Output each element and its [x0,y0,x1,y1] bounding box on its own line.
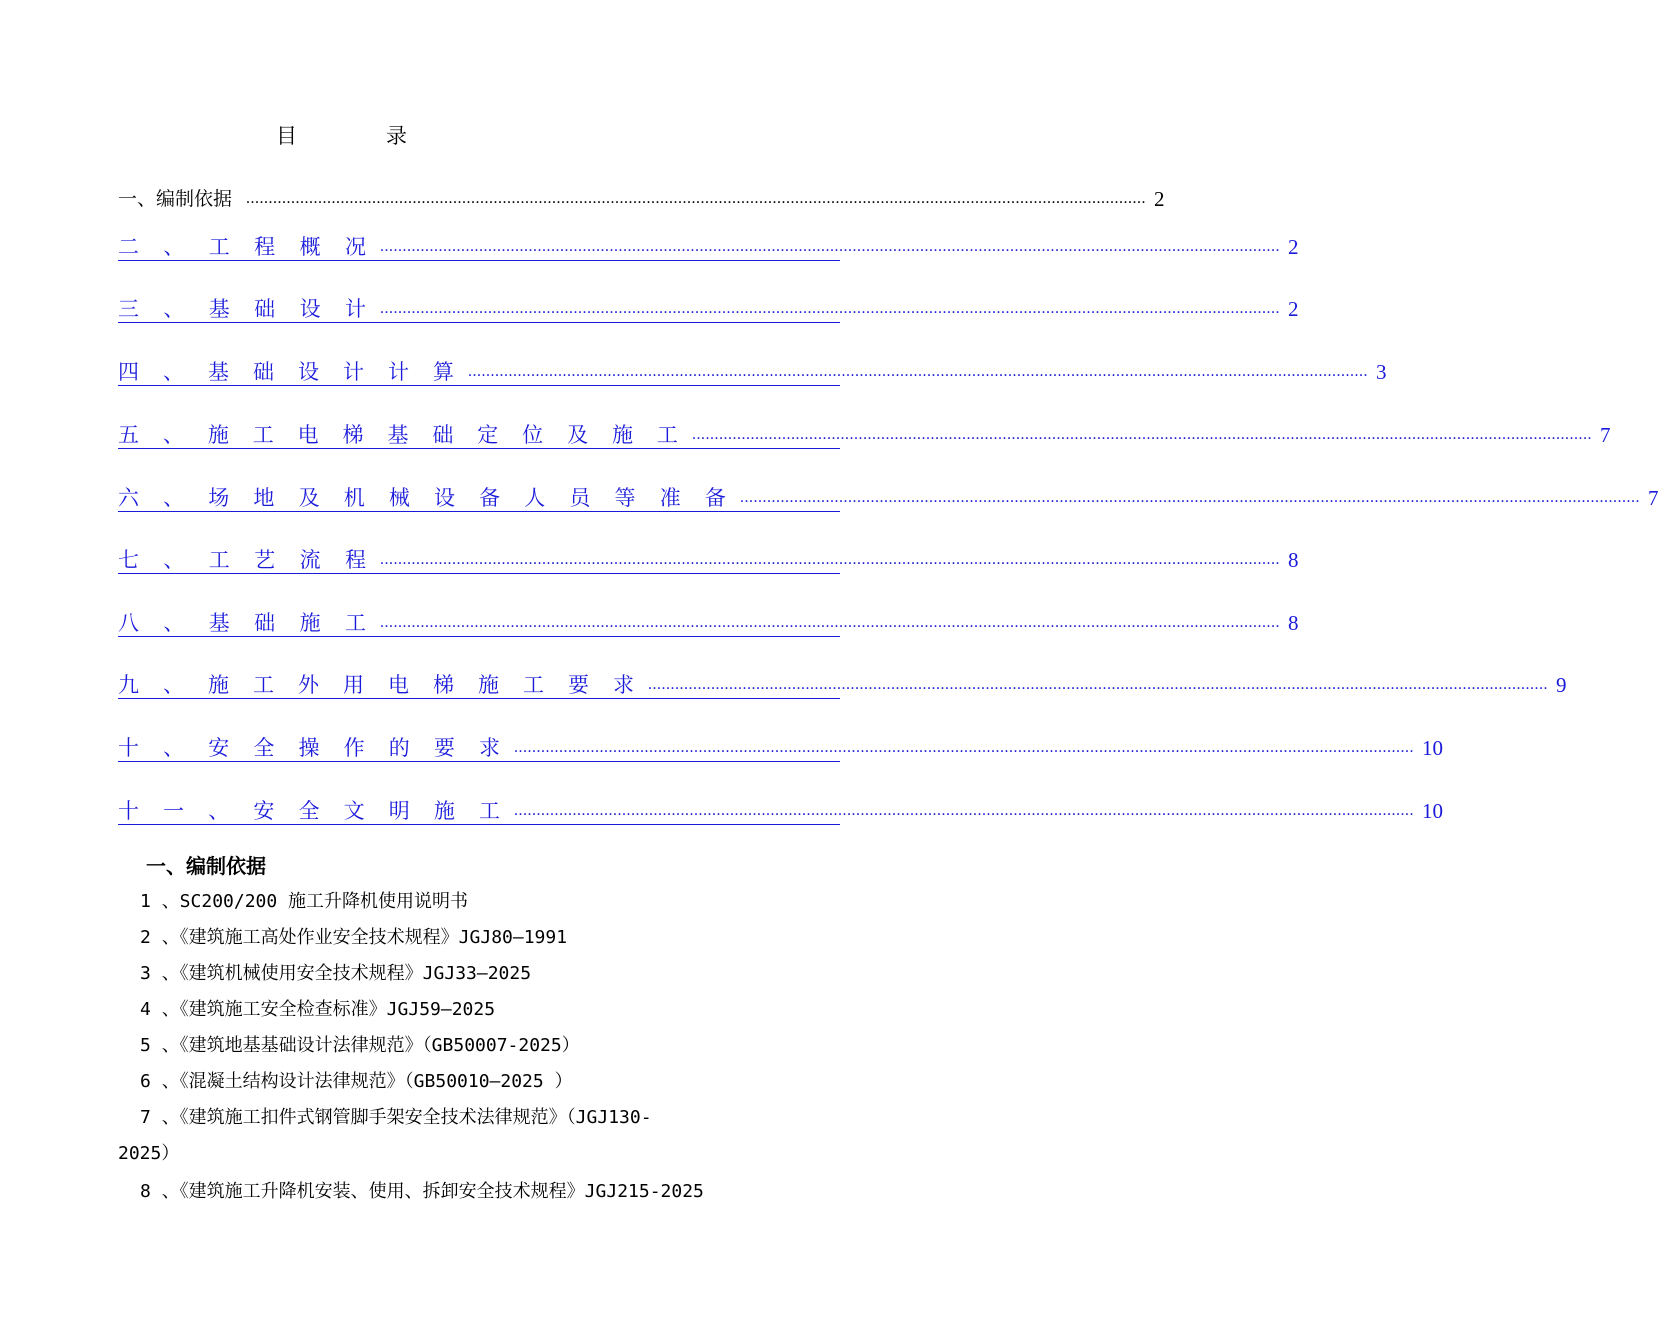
list-item-number: 1 [140,891,151,912]
toc-page-number: 10 [1422,736,1443,760]
list-item-text: 、《建筑施工安全检查标准》JGJ59—2025 [161,999,496,1020]
toc-entry-label: 一、编制依据 [118,188,233,210]
list-item-number: 8 [140,1181,151,1202]
list-item-text: 、《建筑地基基础设计法律规范》（GB50007-2025） [161,1035,580,1056]
toc-entry[interactable] [118,541,1299,574]
toc-leader-dots: ........................................................................................................................................................................................................ [380,614,1280,631]
toc-leader-dots: ........................................................................................................................................................................................................ [246,190,1147,207]
toc-entry-label: 七 、 工 艺 流 程 [118,548,366,572]
toc-entry-label: 九 、 施 工 外 用 电 梯 施 工 要 求 [118,673,634,697]
toc-entry[interactable] [118,666,1567,699]
list-item-text: 、《建筑施工扣件式钢管脚手架安全技术法律规范》（JGJ130- [161,1107,652,1128]
toc-entry-label: 五 、 施 工 电 梯 基 础 定 位 及 施 工 [118,423,678,447]
toc-entry[interactable] [118,604,1299,637]
toc-entry[interactable] [118,353,1387,386]
toc-page-number: 8 [1288,548,1299,572]
list-item-text: 、《建筑施工高处作业安全技术规程》JGJ80—1991 [161,927,568,948]
list-item-number: 2 [140,927,151,948]
list-item [118,920,838,956]
toc-page-number: 9 [1556,673,1567,697]
toc-page-number: 2 [1288,297,1299,321]
section-heading: 一、编制依据 [146,854,266,878]
toc-entry-label: 六 、 场 地 及 机 械 设 备 人 员 等 准 备 [118,486,726,510]
toc-entry[interactable] [118,792,1443,825]
list-item-text: 、SC200/200 施工升降机使用说明书 [161,891,469,912]
toc-title-char-2: 录 [386,124,407,148]
list-item [118,956,838,992]
list-item-number: 7 [140,1107,151,1128]
toc-entry[interactable] [118,228,1299,261]
list-item [118,884,838,920]
toc-leader-dots: ........................................................................................................................................................................................................ [740,489,1640,506]
list-item-number: 3 [140,963,151,984]
toc-leader-dots: ........................................................................................................................................................................................................ [468,363,1368,380]
toc-title-char-1: 目 [276,124,297,148]
list-item [118,1100,838,1136]
toc-page-number: 8 [1288,611,1299,635]
toc-page-number: 7 [1648,486,1659,510]
toc-entry[interactable] [118,479,1659,512]
list-item [118,1028,838,1064]
list-item-number: 6 [140,1071,151,1092]
toc-entry-label: 十 一 、 安 全 文 明 施 工 [118,799,500,823]
list-item-text: 、《建筑施工升降机安装、使用、拆卸安全技术规程》JGJ215-2025 [161,1181,704,1202]
list-item-text: 、《混凝土结构设计法律规范》（GB50010—2025 ） [161,1071,573,1092]
list-item-text: 、《建筑机械使用安全技术规程》JGJ33—2025 [161,963,532,984]
toc-entry-label: 三 、 基 础 设 计 [118,297,366,321]
list-item-number: 4 [140,999,151,1020]
list-item-text: 2025） [118,1143,180,1164]
toc-leader-dots: ........................................................................................................................................................................................................ [692,426,1592,443]
list-item [118,992,838,1028]
toc-entry-label: 二 、 工 程 概 况 [118,235,366,259]
toc-entry[interactable] [118,290,1299,323]
toc-entry-label: 四 、 基 础 设 计 计 算 [118,360,454,384]
toc-page-number: 7 [1600,423,1611,447]
list-item [118,1064,838,1100]
toc-leader-dots: ........................................................................................................................................................................................................ [514,739,1414,756]
toc-page-number: 2 [1288,235,1299,259]
toc-page-number: 3 [1376,360,1387,384]
toc-entry-label: 八 、 基 础 施 工 [118,611,366,635]
toc-entry[interactable] [118,416,1611,449]
list-item [118,1174,838,1210]
toc-entry[interactable] [118,729,1443,762]
toc-leader-dots: ........................................................................................................................................................................................................ [514,802,1414,819]
toc-leader-dots: ........................................................................................................................................................................................................ [380,300,1280,317]
list-item-number: 5 [140,1035,151,1056]
toc-leader-dots: ........................................................................................................................................................................................................ [648,676,1548,693]
toc-page-number: 2 [1154,187,1165,211]
toc-entry [118,180,1165,212]
toc-leader-dots: ........................................................................................................................................................................................................ [380,551,1280,568]
toc-entry-label: 十 、 安 全 操 作 的 要 求 [118,736,500,760]
toc-page-number: 10 [1422,799,1443,823]
list-item [118,1136,838,1172]
toc-leader-dots: ........................................................................................................................................................................................................ [380,238,1280,255]
